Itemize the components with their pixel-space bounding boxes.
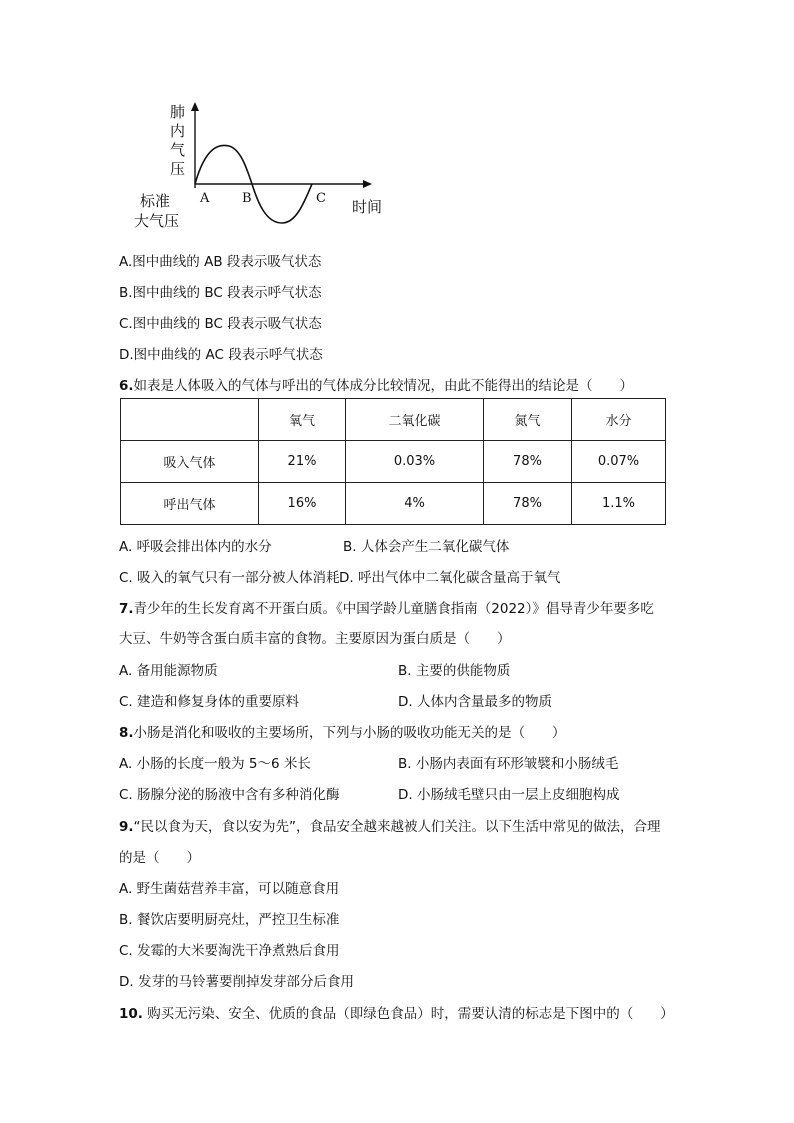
q7-stem-text: 青少年的生长发育离不开蛋白质。《中国学龄儿童膳食指南（2022）》倡导青少年要多吃 <box>133 601 654 617</box>
x-axis-label: 时间 <box>352 198 383 216</box>
q9-option-a: A. 野生菌菇营养丰富，可以随意食用 <box>119 881 340 897</box>
q9-stem-line2: 的是（ ） <box>119 850 200 866</box>
table-header-cell: 氧气 <box>259 399 346 441</box>
table-header-cell: 水分 <box>572 399 666 441</box>
q8-option-d: D. 小肠绒毛壁只由一层上皮细胞构成 <box>398 787 620 803</box>
q6-option-b: B. 人体会产生二氧化碳气体 <box>343 539 510 555</box>
q10-stem-text: 购买无污染、安全、优质的食品（即绿色食品）时，需要认清的标志是下图中的（ ） <box>142 1006 674 1022</box>
q7-option-c: C. 建造和修复身体的重要原料 <box>119 694 300 710</box>
table-cell: 21% <box>259 441 346 483</box>
table-cell: 4% <box>346 483 484 525</box>
q9-option-b: B. 餐饮店要明厨亮灶，严控卫生标准 <box>119 912 340 928</box>
table-cell: 78% <box>484 441 572 483</box>
point-a-label: A <box>200 191 210 206</box>
x-axis-arrow <box>363 180 372 188</box>
point-c-label: C <box>316 191 326 206</box>
table-header-cell <box>121 399 259 441</box>
table-cell: 0.07% <box>572 441 666 483</box>
lung-pressure-graph <box>134 100 394 235</box>
gas-comparison-table <box>120 398 666 525</box>
q7-stem-line1 <box>119 597 654 617</box>
q8-option-b: B. 小肠内表面有环形皱襞和小肠绒毛 <box>398 756 619 772</box>
table-row <box>121 483 666 525</box>
q7-option-d: D. 人体内含量最多的物质 <box>398 694 552 710</box>
table-cell: 1.1% <box>572 483 666 525</box>
table-cell: 0.03% <box>346 441 484 483</box>
q5-option-a: A.图中曲线的 AB 段表示吸气状态 <box>119 254 322 270</box>
q7-option-b: B. 主要的供能物质 <box>398 663 511 679</box>
question-number: 6. <box>119 378 134 394</box>
baseline-label-line1: 标准 <box>140 192 171 210</box>
baseline-label-line2: 大气压 <box>134 212 180 230</box>
y-axis-arrow <box>191 102 199 111</box>
q9-option-c: C. 发霉的大米要淘洗干净煮熟后食用 <box>119 943 340 959</box>
question-number: 8. <box>119 725 134 741</box>
ylabel-char: 内 <box>170 122 186 140</box>
table-header-cell: 氮气 <box>484 399 572 441</box>
q8-option-c: C. 肠腺分泌的肠液中含有多种消化酶 <box>119 787 340 803</box>
ylabel-char: 气 <box>170 141 186 159</box>
table-header-row <box>121 399 666 441</box>
q5-option-b: B.图中曲线的 BC 段表示呼气状态 <box>119 285 322 301</box>
question-number: 10. <box>119 1006 143 1022</box>
table-cell: 呼出气体 <box>121 483 259 525</box>
table-header-cell: 二氧化碳 <box>346 399 484 441</box>
table-cell: 16% <box>259 483 346 525</box>
q7-stem-line2: 大豆、牛奶等含蛋白质丰富的食物。主要原因为蛋白质是（ ） <box>119 631 511 647</box>
q6-option-c: C. 吸入的氧气只有一部分被人体消耗 <box>119 570 340 586</box>
ylabel-char: 肺 <box>170 103 186 121</box>
q9-stem-line1 <box>119 815 661 835</box>
q6-option-d: D. 呼出气体中二氧化碳含量高于氧气 <box>339 570 561 586</box>
table-cell: 吸入气体 <box>121 441 259 483</box>
q7-option-a: A. 备用能源物质 <box>119 663 218 679</box>
point-b-label: B <box>242 191 252 206</box>
q5-option-c: C.图中曲线的 BC 段表示吸气状态 <box>119 316 322 332</box>
q8-stem-text: 小肠是消化和吸收的主要场所，下列与小肠的吸收功能无关的是（ ） <box>133 725 566 741</box>
table-cell: 78% <box>484 483 572 525</box>
question-number: 9. <box>119 819 134 835</box>
q6-stem-text: 如表是人体吸入的气体与呼出的气体成分比较情况，由此不能得出的结论是（ ） <box>133 378 634 394</box>
q8-option-a: A. 小肠的长度一般为 5～6 米长 <box>119 756 311 772</box>
ylabel-char: 压 <box>170 160 186 178</box>
q8-stem <box>119 721 566 741</box>
q6-stem <box>119 374 633 394</box>
question-number: 7. <box>119 601 134 617</box>
q5-option-d: D.图中曲线的 AC 段表示呼气状态 <box>119 347 323 363</box>
table-row <box>121 441 666 483</box>
q9-option-d: D. 发芽的马铃薯要削掉发芽部分后食用 <box>119 974 354 990</box>
q6-option-a: A. 呼吸会排出体内的水分 <box>119 539 272 555</box>
q9-stem-text: “民以食为天，食以安为先”，食品安全越来越被人们关注。以下生活中常见的做法，合理 <box>133 819 661 835</box>
q10-stem <box>119 1002 674 1022</box>
